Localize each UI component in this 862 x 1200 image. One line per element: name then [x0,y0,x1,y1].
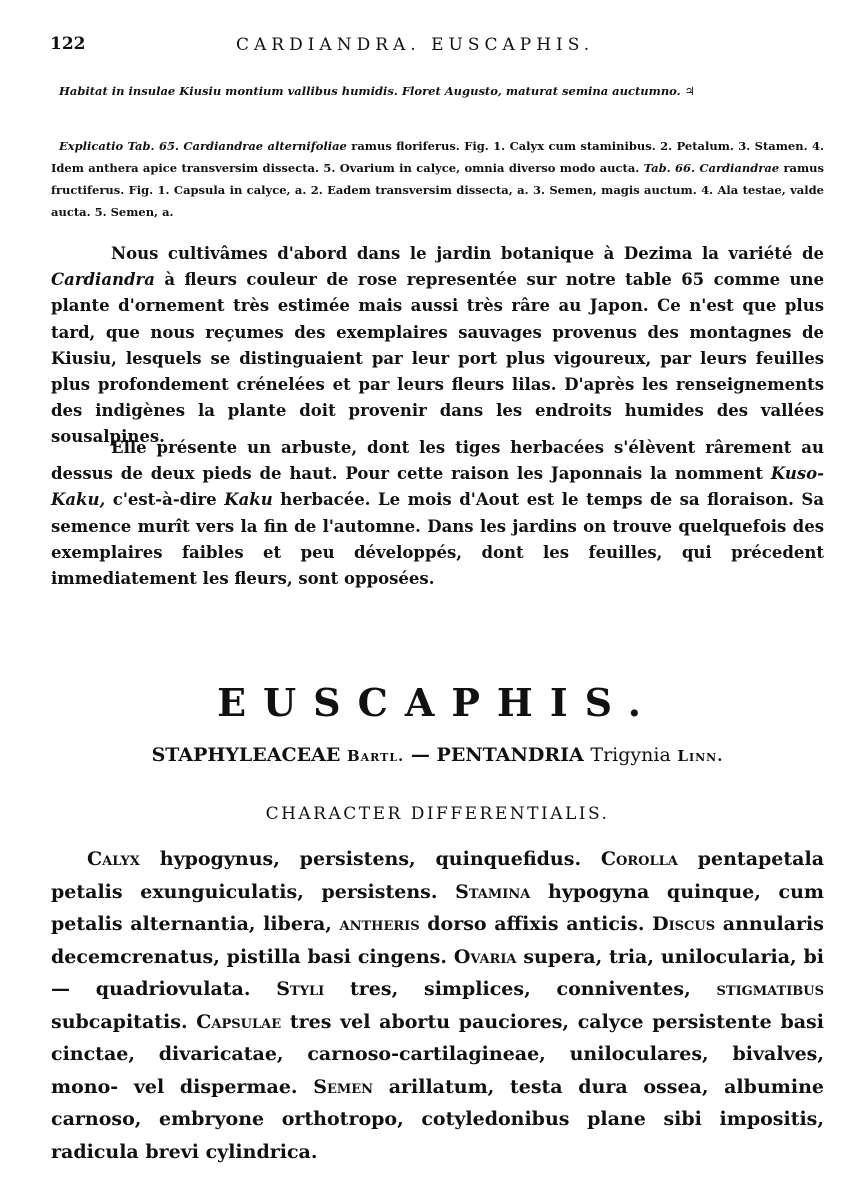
differentialis-heading: CHARACTER DIFFERENTIALIS. [265,804,610,824]
calyx-label: Calyx [87,848,140,870]
paragraph-1-before: Nous cultivâmes d'abord dans le jardin botanique à Dezima la variété de [111,244,824,263]
corolla-text: pentapetala petalis exunguiculatis, persistens. [51,848,824,903]
paragraph-2-middle: c'est-à-dire [112,490,217,510]
linnaean-class: PENTANDRIA [436,744,584,766]
plate-plant-name: Cardiandrae alternifoliae [183,139,347,153]
ovaria-label: Ovaria [453,945,517,968]
class-author: Linn. [677,747,724,765]
paragraph-2 [51,435,824,592]
capsulae-text: tres vel abortu pauciores, calyce persistente basi cinctae, divaricatae, carnoso-cartilagineae, uniloculares, bivalves, mono- vel dispermae. [51,1010,824,1098]
discus-label: Discus [652,913,716,935]
page-number: 122 [50,34,86,54]
genus-title: EUSCAPHIS. [217,680,658,725]
japanese-name: Kuso-Kaku, [51,464,825,510]
styli-label: Styli [276,978,325,1000]
habitat-note: Habitat in insulae Kiusiu montium vallibus humidis. Floret Augusto, maturat semina auctumno. ♃ [59,84,695,98]
stigmatibus-label: stigmatibus [716,978,825,1000]
styli-text: tres, simplices, conniventes, [350,978,691,1000]
genus-name: Cardiandra [51,270,155,290]
ovaria-text: supera, tria, unilocularia, bi — quadriovulata. [51,945,824,1000]
calyx-text: hypogynus, persistens, quinquefidus. [159,848,582,870]
family-line [51,744,824,766]
discus-text: annularis decemcrenatus, pistilla basi cingens. [51,913,824,968]
japanese-name-short: Kaku [224,490,273,510]
paragraph-2-after: herbacée. Le mois d'Aout est le temps de sa floraison. Sa semence murît vers la fin de l'automne. Dans les jardins on trouve quelquefois des exemplaires faibles et peu développés, dont les feuilles, qui précedent immediatement les fleurs, sont opposées. [51,490,825,589]
semen-label: Semen [313,1075,374,1098]
antheris-label: antheris [339,913,420,935]
stigmatibus-text: subcapitatis. [51,1010,188,1033]
plate-label-2: Tab. 66. [643,161,695,175]
semen-text: arillatum, testa dura ossea, albumine carnoso, embryone orthotropo, cotyledonibus plane sibi impositis, radicula brevi cylindrica. [51,1075,824,1163]
family-name: STAPHYLEACEAE [151,744,341,766]
family-dash: — [410,744,430,766]
corolla-label: Corolla [600,848,678,870]
stamina-label: Stamina [455,880,531,903]
plate-text-a: ramus floriferus. Fig. 1. Calyx cum staminibus. 2. Petalum. 3. Stamen. 4. Idem anthera apice transversim dissecta. 5. Ovarium in calyce, omnia diverso modo aucta. [51,139,824,175]
plate-label: Explicatio Tab. 65. [59,139,179,153]
running-head [50,34,820,58]
family-author: Bartl. [346,747,405,765]
plate-explanation [51,135,824,223]
linnaean-order: Trigynia [590,744,671,766]
paragraph-1 [51,241,824,451]
stamina-text: hypogyna quinque, cum petalis alternantia, libera, [51,880,824,935]
paragraph-2-before: Elle présente un arbuste, dont les tiges herbacées s'élèvent rârement au dessus de deux pieds de haut. Pour cette raison les Japonnais la nomment [51,438,824,484]
plate-plant-name-2: Cardiandrae [699,161,780,175]
capsulae-label: Capsulae [196,1010,282,1033]
character-description [51,843,824,1168]
paragraph-1-after: à fleurs couleur de rose representée sur notre table 65 comme une plante d'ornement très estimée mais aussi très râre au Japon. Ce n'est que plus tard, que nous reçumes des exemplaires sauvages provenus des montagnes de Kiusiu, lesquels se distinguaient par leur port plus vigoureux, par leurs feuilles plus profondement crénelées et par leurs fleurs lilas. D'après les renseignements des indigènes la plante doit provenir dans les endroits humides des vallées sousalpines. [51,270,824,447]
plate-text-b: ramus fructiferus. Fig. 1. Capsula in calyce, a. 2. Eadem transversim dissecta, a. 3. Semen, magis auctum. 4. Ala testae, valde aucta. 5. Semen, a. [51,161,824,219]
running-title: CARDIANDRA. EUSCAPHIS. [236,35,595,55]
antheris-text: dorso affixis anticis. [427,913,645,935]
